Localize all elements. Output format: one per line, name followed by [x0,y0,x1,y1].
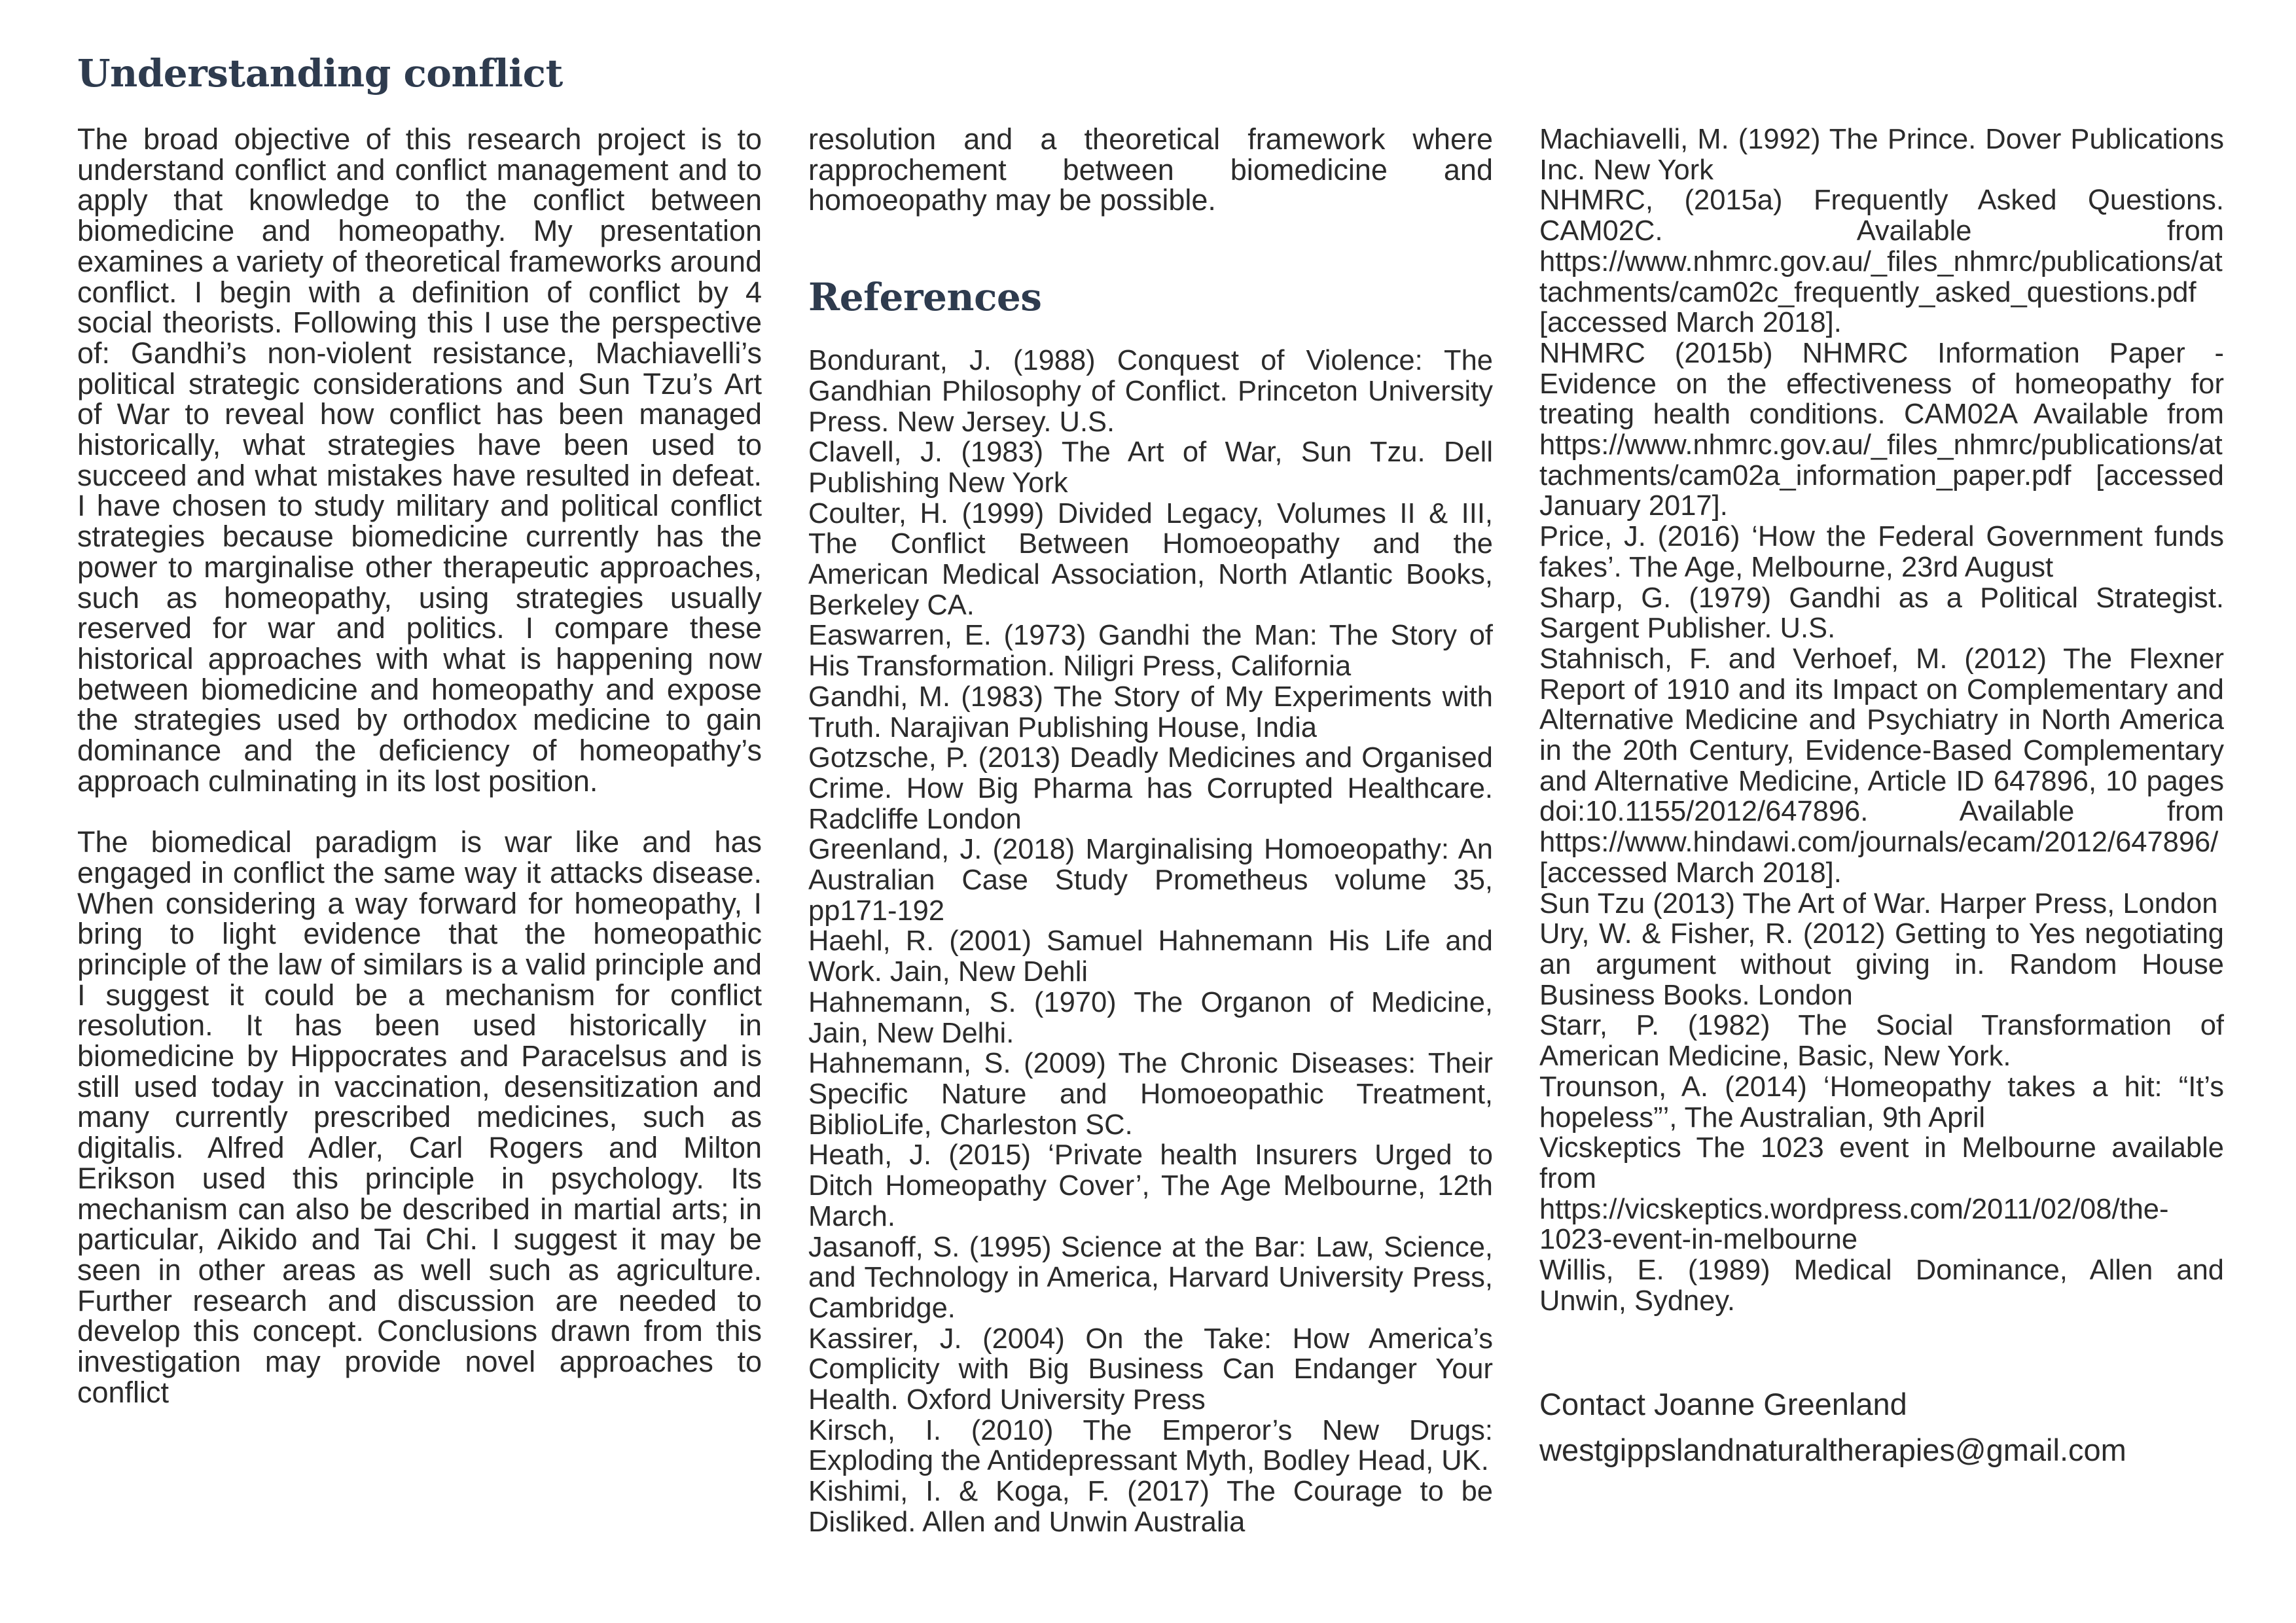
intro-paragraph: The broad objective of this research project is to understand conflict and conflict management and to apply that knowledge to the conflict between biomedicine and homeopathy. My presentation examines a variety of theoretical frameworks around conflict. I begin with a definition of conflict by 4 social theorists. Following this I use the perspective of: Gandhi’s non-violent resistance, Machiavelli’s political strategic considerations and Sun Tzu’s Art of War to reveal how conflict has been managed historically, what strategies have been used to succeed and what mistakes have resulted in defeat. I have chosen to study military and political conflict strategies because biomedicine currently has the power to marginalise other therapeutic approaches, such as homeopathy, using strategies usually reserved for war and politics. I compare these historical approaches with what is happening now between biomedicine and homeopathy and expose the strategies used by orthodox medicine to gain dominance and the deficiency of homeopathy’s approach culminating in its lost position. [77,122,762,798]
column-1 [77,124,762,1408]
reference-item: Willis, E. (1989) Medical Dominance, Allen and Unwin, Sydney. [1539,1255,2224,1317]
contact-email: westgippslandnaturaltherapies@gmail.com [1539,1433,2126,1468]
reference-item: Sharp, G. (1979) Gandhi as a Political Strategist. Sargent Publisher. U.S. [1539,582,2224,645]
references-heading: References [808,275,1042,320]
column-2 [808,124,1493,1538]
reference-item: Bondurant, J. (1988) Conquest of Violence: The Gandhian Philosophy of Conflict. Princeton University Press. New Jersey. U.S. [808,345,1493,438]
reference-item: Easwarren, E. (1973) Gandhi the Man: The Story of His Transformation. Niligri Press, California [808,620,1493,683]
reference-item: Starr, P. (1982) The Social Transformation of American Medicine, Basic, New York. [1539,1010,2224,1073]
reference-item: Heath, J. (2015) ‘Private health Insurers Urged to Ditch Homeopathy Cover’, The Age Melbourne, 12th March. [808,1139,1493,1232]
reference-item: NHMRC, (2015a) Frequently Asked Questions. CAM02C. Available from https://www.nhmrc.gov.au/_files_nhmrc/publications/attachments/cam02c_frequently_asked_questions.pdf [accessed March 2018]. [1539,185,2224,339]
reference-item: Hahnemann, S. (2009) The Chronic Diseases: Their Specific Nature and Homoeopathic Treatment, BiblioLife, Charleston SC. [808,1048,1493,1141]
contact-block [1539,1382,2224,1473]
reference-item: Price, J. (2016) ‘How the Federal Government funds fakes’. The Age, Melbourne, 23rd August [1539,521,2224,583]
reference-item: Stahnisch, F. and Verhoef, M. (2012) The Flexner Report of 1910 and its Impact on Complementary and Alternative Medicine and Psychiatry in North America in the 20th Century, Evidence-Based Complementary and Alternative Medicine, Article ID 647896, 10 pages doi:10.1155/2012/647896. Available from https://www.hindawi.com/journals/ecam/2012/647896/ [accessed March 2018]. [1539,643,2224,889]
reference-item: Jasanoff, S. (1995) Science at the Bar: Law, Science, and Technology in America, Harvard University Press, Cambridge. [808,1231,1493,1324]
page-title: Understanding conflict [77,51,563,96]
reference-item: Gandhi, M. (1983) The Story of My Experiments with Truth. Narajivan Publishing House, India [808,681,1493,743]
reference-item: Kassirer, J. (2004) On the Take: How America’s Complicity with Big Business Can Endanger Your Health. Oxford University Press [808,1323,1493,1416]
reference-item: Ury, W. & Fisher, R. (2012) Getting to Yes negotiating an argument without giving in. Random House Business Books. London [1539,918,2224,1011]
reference-item: Trounson, A. (2014) ‘Homeopathy takes a hit: “It’s hopeless”’, The Australian, 9th April [1539,1071,2224,1133]
reference-item: Haehl, R. (2001) Samuel Hahnemann His Life and Work. Jain, New Dehli [808,925,1493,988]
reference-item: Kishimi, I. & Koga, F. (2017) The Courage to be Disliked. Allen and Unwin Australia [808,1476,1493,1538]
column-3 [1539,124,2224,1473]
reference-item: Hahnemann, S. (1970) The Organon of Medicine, Jain, New Delhi. [808,986,1493,1049]
reference-item: NHMRC (2015b) NHMRC Information Paper - Evidence on the effectiveness of homeopathy for treating health conditions. CAM02A Available from https://www.nhmrc.gov.au/_files_nhmrc/publications/attachments/cam02a_information_paper.pdf [accessed January 2017]. [1539,337,2224,522]
paragraph-continuation: resolution and a theoretical framework where rapprochement between biomedicine and homoeopathy may be possible. [808,122,1493,217]
reference-item: Clavell, J. (1983) The Art of War, Sun Tzu. Dell Publishing New York [808,437,1493,499]
reference-list-continued [1539,124,2224,1316]
reference-item: Sun Tzu (2013) The Art of War. Harper Press, London [1539,887,2218,919]
reference-item: Gotzsche, P. (2013) Deadly Medicines and Organised Crime. How Big Pharma has Corrupted Healthcare. Radcliffe London [808,742,1493,835]
reference-item: Kirsch, I. (2010) The Emperor’s New Drugs: Exploding the Antidepressant Myth, Bodley Head, UK. [808,1414,1493,1477]
reference-item: Coulter, H. (1999) Divided Legacy, Volumes II & III, The Conflict Between Homoeopathy and the American Medical Association, North Atlantic Books, Berkeley CA. [808,497,1493,621]
paradigm-paragraph: The biomedical paradigm is war like and has engaged in conflict the same way it attacks disease. When considering a way forward for homeopathy, I bring to light evidence that the homeopathic principle of the law of similars is a valid principle and I suggest it could be a mechanism for conflict resolution. It has been used historically in biomedicine by Hippocrates and Paracelsus and is still used today in vaccination, desensitization and many currently prescribed medicines, such as digitalis. Alfred Adler, Carl Rogers and Milton Erikson used this principle in psychology. Its mechanism can also be described in martial arts; in particular, Aikido and Tai Chi. I suggest it may be seen in other areas as well such as agriculture. Further research and discussion are needed to develop this concept. Conclusions drawn from this investigation may provide novel approaches to conflict [77,825,762,1409]
contact-name: Contact Joanne Greenland [1539,1387,1907,1422]
reference-item: Machiavelli, M. (1992) The Prince. Dover Publications Inc. New York [1539,124,2224,186]
reference-list [808,346,1493,1537]
reference-item: Vicskeptics The 1023 event in Melbourne available from https://vicskeptics.wordpress.com/2011/02/08/the-1023-event-in-melbourne [1539,1132,2224,1256]
reference-item: Greenland, J. (2018) Marginalising Homoeopathy: An Australian Case Study Prometheus volume 35, pp171-192 [808,834,1493,927]
